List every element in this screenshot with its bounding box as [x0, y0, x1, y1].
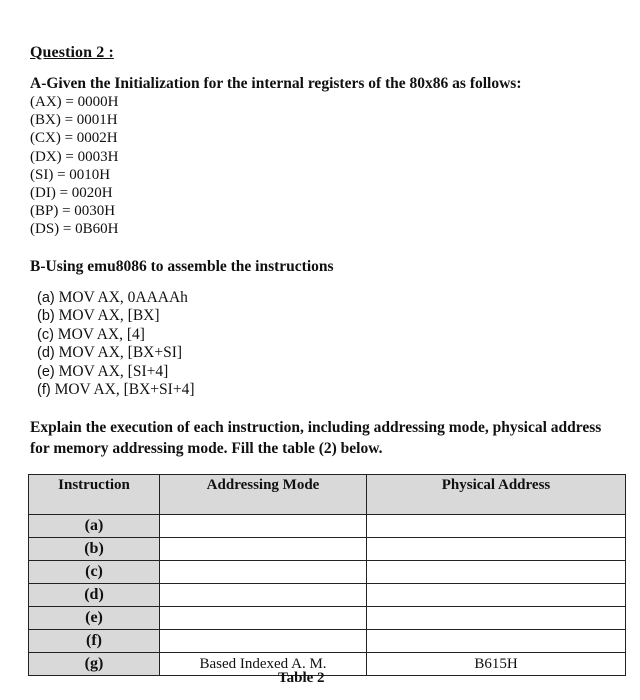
table-row	[29, 584, 626, 607]
header-physical-address: Physical Address	[367, 475, 626, 515]
cell-physical-address[interactable]: B615H	[367, 653, 626, 676]
instruction-text: MOV AX, 0AAAAh	[58, 289, 188, 306]
cell-physical-address[interactable]	[367, 561, 626, 584]
register-item: (SI) = 0010H	[30, 166, 111, 183]
table-row	[29, 515, 626, 538]
cell-addressing-mode[interactable]	[160, 607, 367, 630]
table-row	[29, 653, 626, 676]
instruction-item	[37, 344, 194, 362]
register-item: (BX) = 0001H	[30, 112, 118, 129]
cell-physical-address[interactable]	[367, 538, 626, 561]
instruction-item	[37, 381, 194, 399]
explanation-text: Explain the execution of each instruction, including addressing mode, physical address for memory addressing mode. Fill the table (2) below.	[30, 419, 602, 457]
cell-addressing-mode[interactable]: Based Indexed A. M.	[160, 653, 367, 676]
register-item: (DS) = 0B60H	[30, 221, 119, 238]
instruction-item	[37, 289, 194, 307]
instruction-tag: (a)	[37, 290, 55, 306]
instruction-text: MOV AX, [BX]	[58, 307, 160, 325]
register-item: (DI) = 0020H	[30, 184, 113, 201]
question-title: Question 2 :	[30, 44, 114, 61]
part-b-heading: B-Using emu8086 to assemble the instructions	[30, 258, 334, 275]
table-row	[29, 561, 626, 584]
cell-addressing-mode[interactable]	[160, 515, 367, 538]
header-addressing-mode: Addressing Mode	[160, 475, 367, 515]
cell-instruction: (e)	[29, 607, 160, 630]
instruction-text: MOV AX, [SI+4]	[58, 362, 169, 380]
instruction-tag: (e)	[37, 363, 55, 380]
cell-instruction: (a)	[29, 515, 160, 538]
instruction-item	[37, 363, 194, 381]
instruction-tag: (c)	[37, 326, 54, 343]
cell-physical-address[interactable]	[367, 630, 626, 653]
table-row	[29, 538, 626, 561]
cell-physical-address[interactable]	[367, 515, 626, 538]
answer-table	[28, 474, 626, 676]
instruction-list	[37, 289, 194, 399]
cell-addressing-mode[interactable]	[160, 584, 367, 607]
register-item: (DX) = 0003H	[30, 148, 119, 165]
cell-physical-address[interactable]	[367, 607, 626, 630]
table-row	[29, 630, 626, 653]
cell-addressing-mode[interactable]	[160, 538, 367, 561]
cell-physical-address[interactable]	[367, 584, 626, 607]
table-row	[29, 607, 626, 630]
table-caption: Table 2	[278, 670, 325, 686]
cell-instruction: (c)	[29, 561, 160, 584]
cell-instruction: (d)	[29, 584, 160, 607]
instruction-tag: (f)	[37, 381, 51, 398]
table-header-row	[29, 475, 626, 515]
cell-instruction: (b)	[29, 538, 160, 561]
instruction-tag: (d)	[37, 345, 55, 362]
cell-addressing-mode[interactable]	[160, 561, 367, 584]
instruction-text: MOV AX, [BX+SI+4]	[54, 380, 195, 398]
register-item: (BP) = 0030H	[30, 203, 116, 220]
register-item: (AX) = 0000H	[30, 94, 119, 110]
register-item: (CX) = 0002H	[30, 130, 118, 147]
header-instruction: Instruction	[29, 475, 160, 515]
cell-instruction: (f)	[29, 630, 160, 653]
part-a-heading: A-Given the Initialization for the internal registers of the 80x86 as follows:	[30, 75, 522, 92]
instruction-text: MOV AX, [4]	[57, 325, 145, 343]
cell-instruction: (g)	[29, 653, 160, 676]
instruction-item	[37, 326, 194, 344]
instruction-tag: (b)	[37, 308, 55, 325]
instruction-text: MOV AX, [BX+SI]	[58, 344, 183, 362]
register-list	[30, 93, 118, 239]
instruction-item	[37, 307, 194, 325]
cell-addressing-mode[interactable]	[160, 630, 367, 653]
